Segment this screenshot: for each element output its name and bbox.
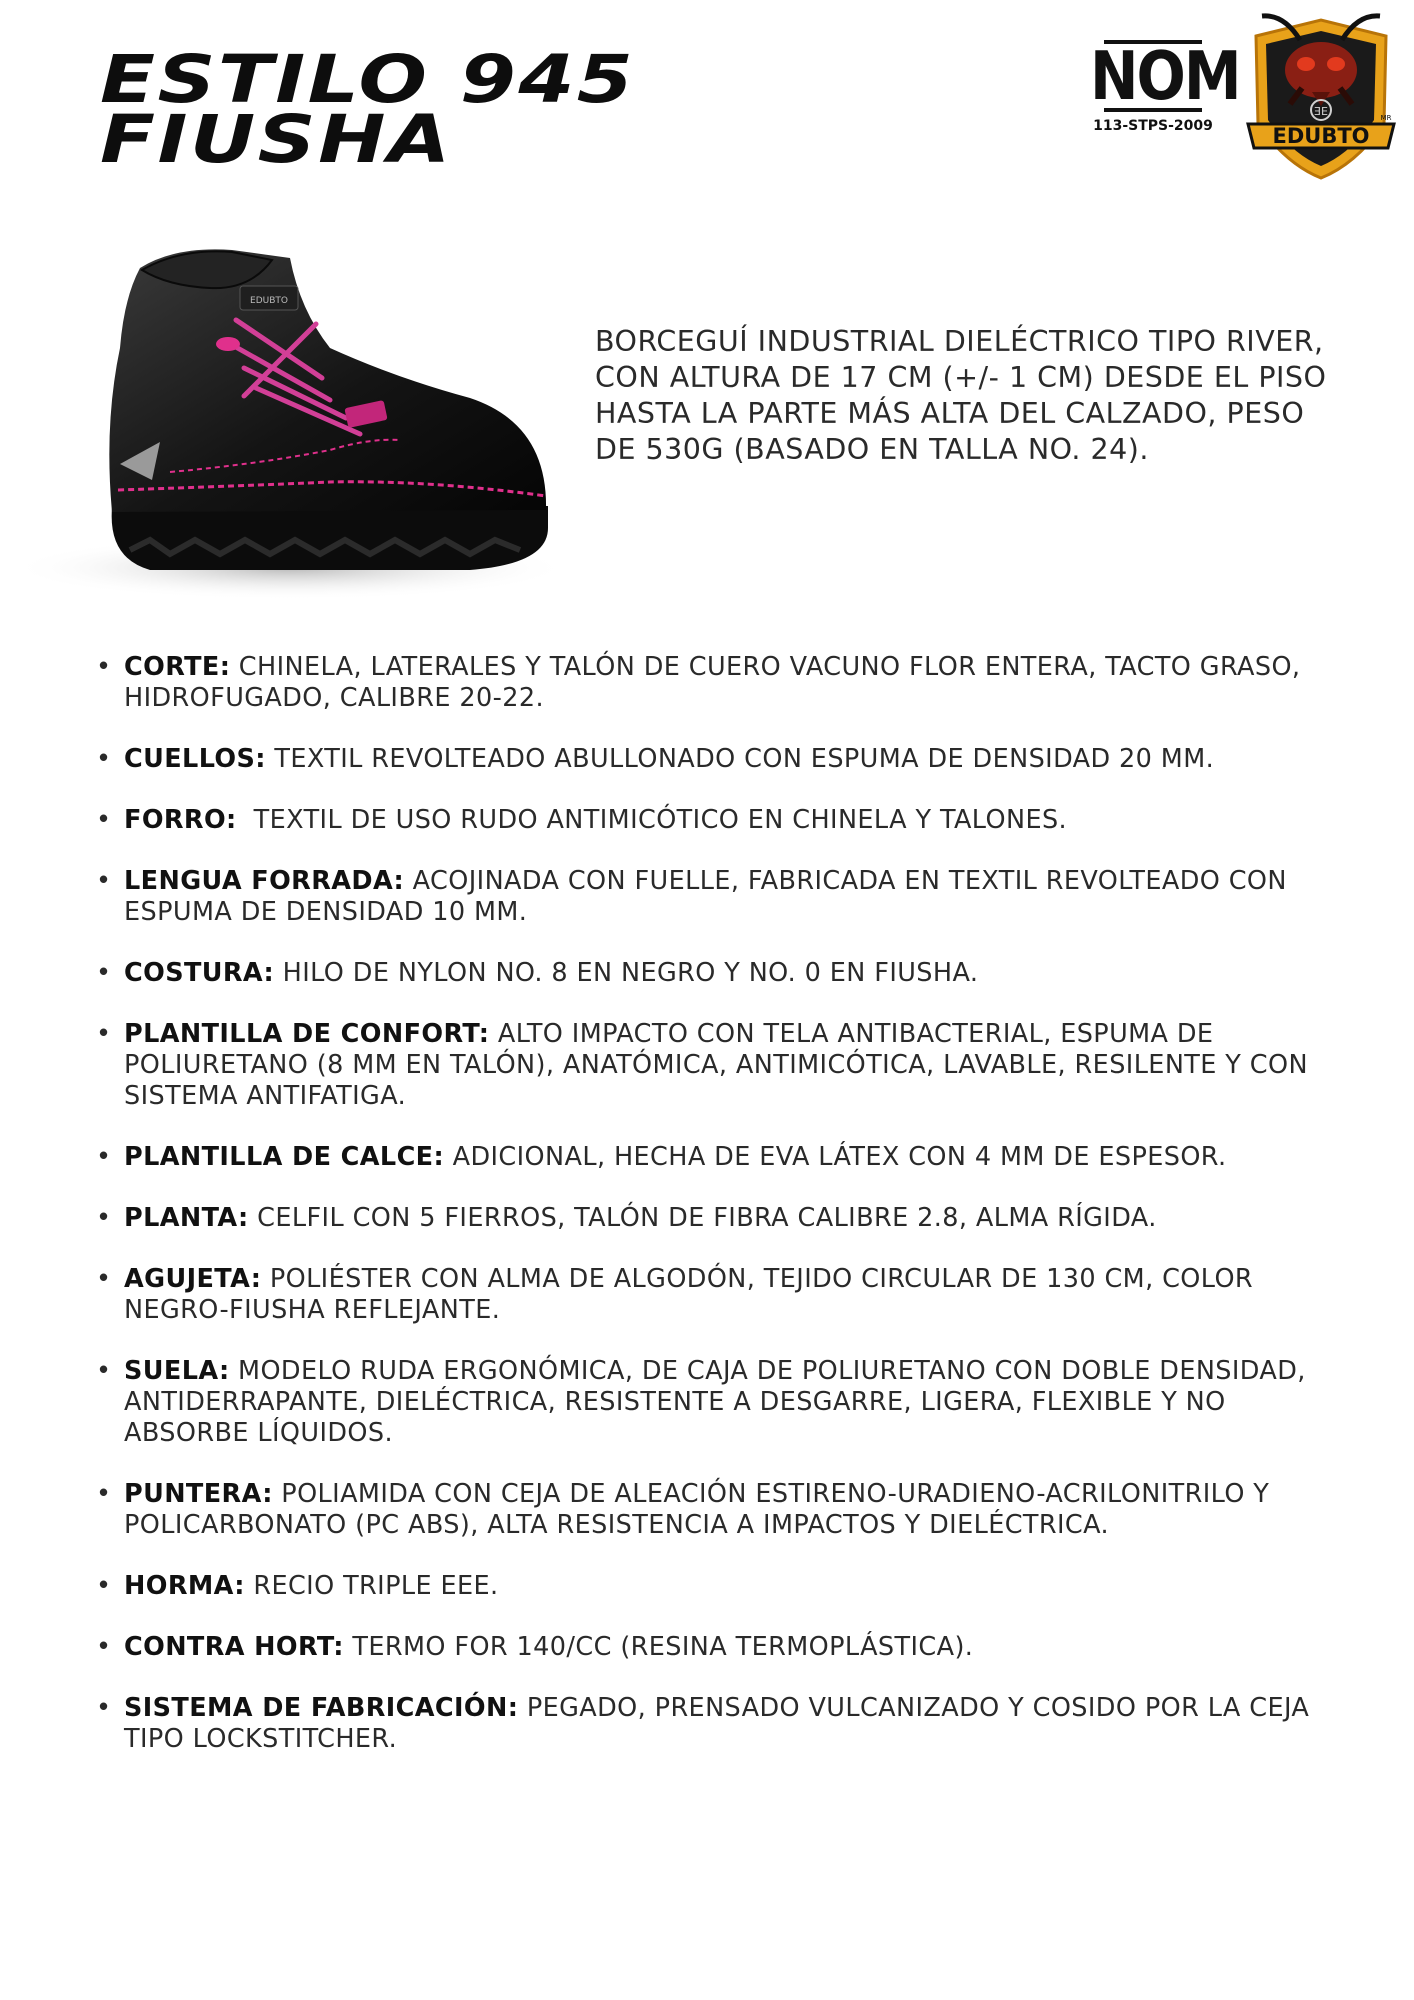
bullet-icon: • xyxy=(96,1264,112,1294)
spec-item xyxy=(96,1142,1346,1173)
spec-text: POLIÉSTER CON ALMA DE ALGODÓN, TEJIDO CIRCULAR DE 130 CM, COLOR NEGRO-FIUSHA REFLEJANTE. xyxy=(124,1264,1262,1325)
bullet-icon: • xyxy=(96,1632,112,1662)
spec-label: PLANTILLA DE CALCE: xyxy=(124,1142,445,1172)
spec-label: PLANTA: xyxy=(124,1203,249,1233)
bullet-icon: • xyxy=(96,1693,112,1723)
spec-item xyxy=(96,1632,1346,1663)
spec-item xyxy=(96,1356,1346,1449)
boot-product-image xyxy=(0,228,560,608)
title-line-2: FIUSHA xyxy=(100,101,453,178)
spec-text: ADICIONAL, HECHA DE EVA LÁTEX CON 4 MM DE ESPESOR. xyxy=(444,1142,1227,1172)
spec-item xyxy=(96,1203,1346,1234)
bullet-icon: • xyxy=(96,866,112,896)
spec-item xyxy=(96,1693,1346,1755)
bullet-icon: • xyxy=(96,1356,112,1386)
nom-code: 113-STPS-2009 xyxy=(1093,118,1213,134)
spec-label: SUELA: xyxy=(124,1356,230,1386)
product-title xyxy=(100,41,636,178)
spec-text: RECIO TRIPLE EEE. xyxy=(244,1571,499,1601)
logo-wordmark: EDUBTO xyxy=(1272,124,1370,148)
bullet-icon: • xyxy=(96,1142,112,1172)
title-line-1: ESTILO 945 xyxy=(100,41,636,118)
spec-item xyxy=(96,1019,1346,1112)
spec-text: ALTO IMPACTO CON TELA ANTIBACTERIAL, ESPUMA DE POLIURETANO (8 MM EN TALÓN), ANATÓMICA, ANTIMICÓTICA, LAVABLE, RESILENTE Y CON SISTEMA ANTIFATIGA. xyxy=(124,1019,1317,1111)
bullet-icon: • xyxy=(96,805,112,835)
spec-label: PLANTILLA DE CONFORT: xyxy=(124,1019,490,1049)
edubto-logo xyxy=(1238,6,1404,184)
spec-label: CUELLOS: xyxy=(124,744,266,774)
spec-item xyxy=(96,1264,1346,1326)
spec-text: TEXTIL DE USO RUDO ANTIMICÓTICO EN CHINELA Y TALONES. xyxy=(236,805,1068,835)
spec-text: CELFIL CON 5 FIERROS, TALÓN DE FIBRA CALIBRE 2.8, ALMA RÍGIDA. xyxy=(248,1203,1157,1233)
nom-certification-mark xyxy=(1090,36,1240,134)
spec-text: TEXTIL REVOLTEADO ABULLONADO CON ESPUMA DE DENSIDAD 20 MM. xyxy=(265,744,1215,774)
spec-text: ACOJINADA CON FUELLE, FABRICADA EN TEXTIL REVOLTEADO CON ESPUMA DE DENSIDAD 10 MM. xyxy=(124,866,1296,927)
spec-text: PEGADO, PRENSADO VULCANIZADO Y COSIDO POR LA CEJA TIPO LOCKSTITCHER. xyxy=(124,1693,1318,1754)
spec-item xyxy=(96,1571,1346,1602)
spec-item xyxy=(96,744,1346,775)
spec-label: FORRO: xyxy=(124,805,237,835)
boot-tongue-label: EDUBTO xyxy=(250,296,288,306)
spec-item xyxy=(96,652,1346,714)
logo-monogram: ƎE xyxy=(1314,105,1328,118)
bullet-icon: • xyxy=(96,1203,112,1233)
spec-text: TERMO FOR 140/CC (RESINA TERMOPLÁSTICA). xyxy=(343,1632,974,1662)
product-description: BORCEGUÍ INDUSTRIAL DIELÉCTRICO TIPO RIVER, CON ALTURA DE 17 CM (+/- 1 CM) DESDE EL PISO HASTA LA PARTE MÁS ALTA DEL CALZADO, PESO DE 530G (BASADO EN TALLA NO. 24). xyxy=(595,325,1327,466)
bullet-icon: • xyxy=(96,1571,112,1601)
spec-label: SISTEMA DE FABRICACIÓN: xyxy=(124,1693,519,1723)
spec-item xyxy=(96,958,1346,989)
spec-text: CHINELA, LATERALES Y TALÓN DE CUERO VACUNO FLOR ENTERA, TACTO GRASO, HIDROFUGADO, CALIBRE 20-22. xyxy=(124,652,1309,713)
bullet-icon: • xyxy=(96,1019,112,1049)
spec-label: CONTRA HORT: xyxy=(124,1632,344,1662)
bullet-icon: • xyxy=(96,958,112,988)
nom-label: NOM xyxy=(1090,36,1240,116)
spec-item xyxy=(96,1479,1346,1541)
spec-text: HILO DE NYLON NO. 8 EN NEGRO Y NO. 0 EN FIUSHA. xyxy=(274,958,979,988)
bullet-icon: • xyxy=(96,744,112,774)
specifications-list xyxy=(96,652,1346,1785)
bullet-icon: • xyxy=(96,1479,112,1509)
bullet-icon: • xyxy=(96,652,112,682)
spec-text: MODELO RUDA ERGONÓMICA, DE CAJA DE POLIURETANO CON DOBLE DENSIDAD, ANTIDERRAPANTE, DIELÉCTRICA, RESISTENTE A DESGARRE, LIGERA, FLEXIBLE Y NO ABSORBE LÍQUIDOS. xyxy=(124,1356,1315,1448)
spec-label: AGUJETA: xyxy=(124,1264,262,1294)
spec-label: PUNTERA: xyxy=(124,1479,273,1509)
spec-label: CORTE: xyxy=(124,652,231,682)
spec-item xyxy=(96,805,1346,836)
spec-label: COSTURA: xyxy=(124,958,275,988)
spec-label: LENGUA FORRADA: xyxy=(124,866,405,896)
spec-text: POLIAMIDA CON CEJA DE ALEACIÓN ESTIRENO-URADIENO-ACRILONITRILO Y POLICARBONATO (PC ABS), ALTA RESISTENCIA A IMPACTOS Y DIELÉCTRICA. xyxy=(124,1479,1278,1540)
spec-item xyxy=(96,866,1346,928)
logo-registered-mark: MR xyxy=(1380,114,1392,122)
spec-label: HORMA: xyxy=(124,1571,245,1601)
